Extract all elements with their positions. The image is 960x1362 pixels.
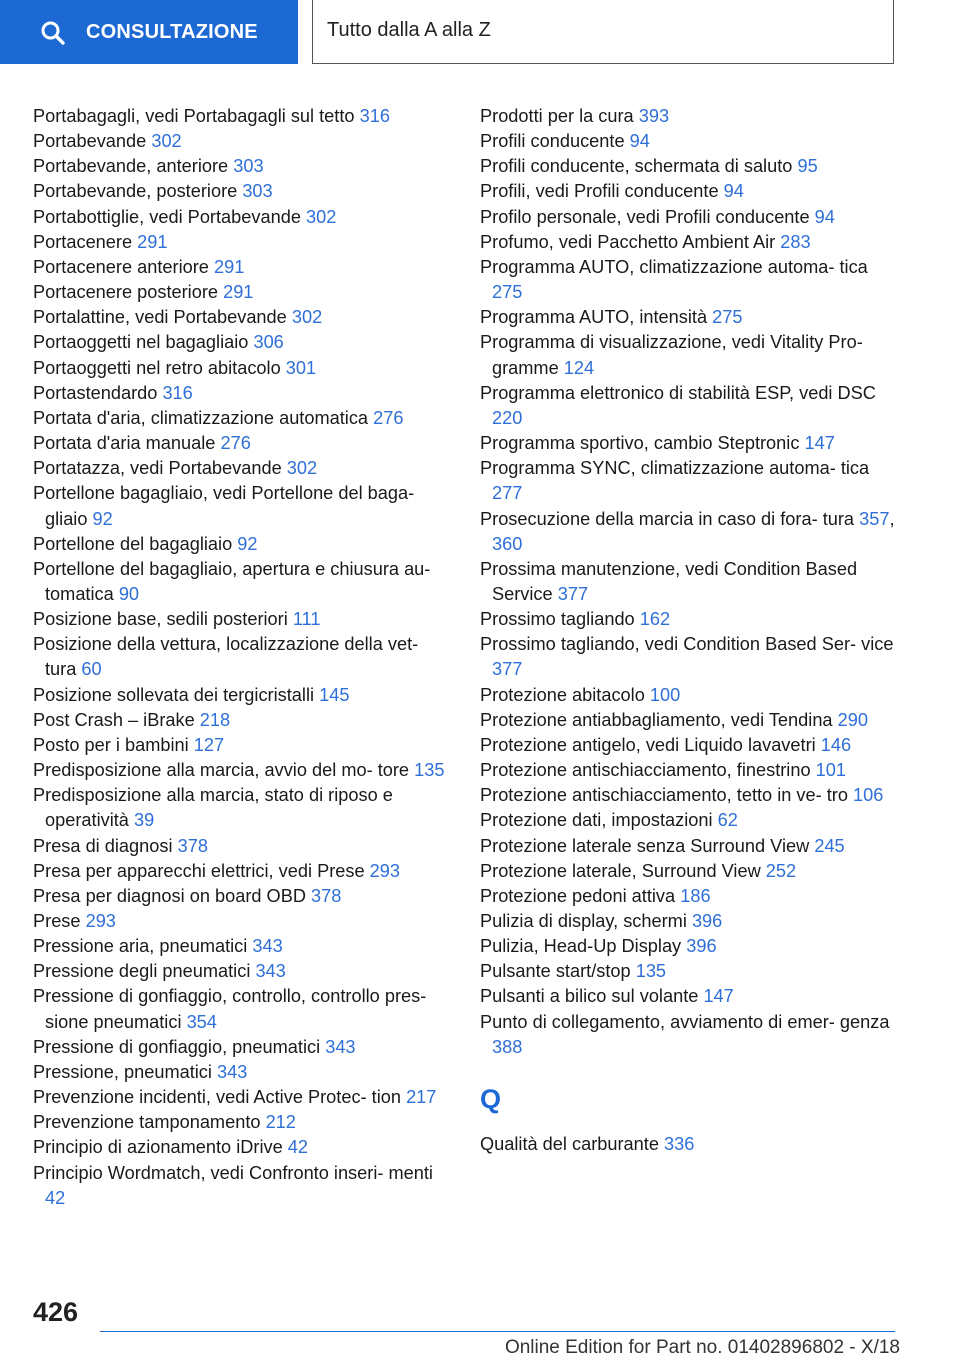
entry-term: Posizione della vettura, localizzazione della vet- tura — [33, 634, 419, 680]
index-entry — [33, 758, 453, 783]
index-entry — [33, 1085, 453, 1110]
page-link[interactable]: 293 — [369, 860, 400, 881]
entry-term: Presa di diagnosi — [33, 835, 173, 856]
entry-term: Protezione laterale, Surround View — [480, 860, 761, 881]
entry-term: Portabottiglie, vedi Portabevande — [33, 206, 301, 227]
index-entry — [33, 431, 453, 456]
index-entry — [480, 104, 900, 129]
page-link[interactable]: 302 — [291, 307, 323, 328]
entry-term: Portastendardo — [33, 382, 158, 403]
page-link[interactable]: 336 — [664, 1133, 695, 1154]
entry-term: Protezione dati, impostazioni — [480, 810, 713, 831]
page-link[interactable]: 316 — [162, 382, 193, 403]
entry-term: Prevenzione tamponamento — [33, 1112, 261, 1133]
index-entry — [33, 909, 453, 934]
index-entry — [480, 205, 900, 230]
page-link[interactable]: 357 — [859, 508, 890, 529]
tab-consultazione[interactable] — [0, 0, 298, 64]
entry-term: Portellone del bagagliaio — [33, 533, 233, 554]
index-entry — [33, 884, 453, 909]
entry-term: Protezione laterale senza Surround View — [480, 835, 810, 856]
index-list-q — [480, 1132, 900, 1157]
page-link[interactable]: 291 — [223, 282, 254, 303]
index-entry — [480, 456, 900, 506]
entry-term: Programma sportivo, cambio Steptronic — [480, 433, 800, 454]
page-link[interactable]: 147 — [703, 986, 734, 1007]
index-entry — [33, 356, 453, 381]
index-entry — [33, 255, 453, 280]
page-link[interactable]: 275 — [712, 307, 743, 328]
page-link[interactable]: 302 — [286, 458, 318, 479]
page-link[interactable]: 301 — [285, 357, 317, 378]
index-entry — [480, 808, 900, 833]
page-link[interactable]: 101 — [815, 760, 847, 781]
page-link[interactable]: 306 — [253, 332, 284, 353]
page-link[interactable]: 343 — [217, 1061, 248, 1082]
index-entry — [480, 884, 900, 909]
page-link[interactable]: 94 — [723, 181, 744, 202]
entry-term: Portabevande, posteriore — [33, 181, 238, 202]
page-link[interactable]: 316 — [359, 106, 390, 126]
page-link[interactable]: 396 — [686, 936, 717, 957]
index-entry — [33, 607, 453, 632]
page-link[interactable]: 95 — [797, 156, 818, 177]
entry-term: Portaoggetti nel bagagliaio — [33, 332, 249, 353]
entry-term: Profili conducente, schermata di saluto — [480, 156, 793, 177]
page-link[interactable]: 277 — [492, 483, 523, 504]
page-link[interactable]: 60 — [81, 659, 102, 680]
page-link[interactable]: 283 — [780, 231, 811, 252]
entry-term: Pressione di gonfiaggio, pneumatici — [33, 1036, 321, 1057]
page-link[interactable]: 92 — [237, 533, 258, 554]
index-entry — [480, 859, 900, 884]
page-link[interactable]: 90 — [118, 583, 140, 604]
index-entry — [33, 1161, 453, 1211]
page-link[interactable]: 252 — [765, 860, 797, 881]
section-letter: Q — [480, 1083, 502, 1114]
entry-term: Programma AUTO, intensità — [480, 307, 708, 328]
entry-term: Profili, vedi Profili conducente — [480, 181, 719, 202]
entry-term: Portaoggetti nel retro abitacolo — [33, 357, 281, 378]
breadcrumb — [312, 0, 894, 64]
index-column-left — [33, 104, 453, 1211]
header — [0, 0, 960, 66]
page-link[interactable]: 217 — [406, 1087, 437, 1108]
entry-term: Pressione, pneumatici — [33, 1061, 212, 1082]
index-list-p-continued — [480, 104, 900, 1060]
page-link[interactable]: 302 — [151, 131, 182, 152]
index-entry — [480, 783, 900, 808]
entry-term: Protezione antischiacciamento, finestrino — [480, 760, 811, 781]
entry-term: Protezione antischiacciamento, tetto in ve- tro — [480, 785, 848, 806]
entry-term: Principio Wordmatch, vedi Confronto inseri- menti — [33, 1162, 433, 1183]
page-link[interactable]: 135 — [635, 961, 667, 982]
index-entry — [33, 557, 453, 607]
page-link[interactable]: 94 — [629, 131, 650, 152]
entry-term: Prossima manutenzione, vedi Condition Based Service — [480, 558, 858, 604]
page-link[interactable]: 124 — [563, 357, 595, 378]
page-link[interactable]: 135 — [414, 760, 445, 781]
entry-term: Predisposizione alla marcia, avvio del mo- tore — [33, 760, 410, 781]
entry-term: Portata d'aria, climatizzazione automatica — [33, 407, 369, 428]
page-link[interactable]: 39 — [133, 810, 155, 831]
page-link[interactable]: 343 — [255, 961, 286, 982]
index-entry — [33, 934, 453, 959]
index-entry — [33, 708, 453, 733]
page-link[interactable]: 62 — [717, 810, 738, 831]
entry-term: Portabevande — [33, 131, 147, 152]
page-link[interactable]: 388 — [492, 1036, 523, 1057]
index-entry — [33, 1110, 453, 1135]
footer-edition: Online Edition for Part no. 01402896802 - X/18 — [504, 1337, 900, 1358]
index-entry — [480, 984, 900, 1009]
index-entry — [480, 708, 900, 733]
index-entry — [480, 959, 900, 984]
page-link[interactable]: 212 — [265, 1112, 296, 1133]
entry-term: Programma di visualizzazione, vedi Vitality Pro- gramme — [480, 332, 863, 378]
entry-term: Pressione di gonfiaggio, controllo, controllo pres- sione pneumatici — [33, 986, 427, 1032]
index-entry — [33, 1035, 453, 1060]
entry-term: Protezione antigelo, vedi Liquido lavavetri — [480, 734, 816, 755]
entry-term: Portellone del bagagliaio, apertura e chiusura au- tomatica — [33, 558, 431, 604]
index-entry — [33, 179, 453, 204]
entry-term: Prodotti per la cura — [480, 106, 634, 126]
entry-term: Portabagagli, vedi Portabagagli sul tetto — [33, 106, 355, 126]
breadcrumb-label: Tutto dalla A alla Z — [327, 19, 491, 41]
entry-term: Profilo personale, vedi Profili conducente — [480, 206, 810, 227]
entry-term: Presa per diagnosi on board OBD — [33, 885, 306, 906]
entry-term: Pulizia di display, schermi — [480, 911, 687, 931]
page-number: 426 — [33, 1297, 79, 1327]
footer-divider — [100, 1331, 895, 1332]
page-link[interactable]: 92 — [92, 508, 113, 529]
page-link[interactable]: 218 — [199, 709, 231, 730]
page-link[interactable]: 291 — [137, 231, 168, 252]
index-entry — [33, 481, 453, 531]
index-entry — [480, 330, 900, 380]
entry-term: Portellone bagagliaio, vedi Portellone del baga- gliaio — [33, 483, 415, 529]
entry-term: Prese — [33, 911, 81, 931]
index-entry — [480, 733, 900, 758]
entry-term: Portatazza, vedi Portabevande — [33, 458, 282, 479]
entry-term: Prossimo tagliando, vedi Condition Based Ser- vice — [480, 634, 894, 655]
entry-term: Profili conducente — [480, 131, 625, 152]
index-entry — [33, 984, 453, 1034]
index-entry — [480, 758, 900, 783]
entry-term: Portacenere posteriore — [33, 282, 219, 303]
entry-term: Pulsanti a bilico sul volante — [480, 986, 699, 1007]
page-link[interactable]: 94 — [814, 206, 835, 227]
index-entry — [33, 959, 453, 984]
page-link[interactable]: 145 — [319, 684, 350, 705]
index-entry — [33, 230, 453, 255]
page-link[interactable]: 146 — [820, 734, 852, 755]
index-entry — [480, 381, 900, 431]
index-entry — [480, 683, 900, 708]
entry-term: Programma SYNC, climatizzazione automa- tica — [480, 458, 870, 479]
page-link[interactable]: 360 — [492, 533, 523, 554]
entry-term: Programma elettronico di stabilità ESP, vedi DSC — [480, 382, 876, 403]
index-entry — [480, 230, 900, 255]
index-entry — [33, 154, 453, 179]
index-entry — [480, 557, 900, 607]
entry-term: Prossimo tagliando — [480, 609, 635, 630]
page-link[interactable]: 276 — [373, 407, 404, 428]
entry-term: Posto per i bambini — [33, 734, 189, 755]
page-link[interactable]: 245 — [814, 835, 845, 856]
page-link[interactable]: 354 — [186, 1011, 217, 1032]
index-entry — [33, 683, 453, 708]
page-link[interactable]: 290 — [837, 709, 868, 730]
page-link[interactable]: 393 — [638, 106, 670, 126]
index-column-right — [480, 104, 900, 1157]
page-link[interactable]: 106 — [853, 785, 884, 806]
page-link[interactable]: 162 — [639, 609, 671, 630]
index-entry — [33, 129, 453, 154]
index-entry — [33, 1060, 453, 1085]
entry-term: Presa per apparecchi elettrici, vedi Prese — [33, 860, 365, 881]
search-icon — [40, 20, 66, 46]
index-entry — [480, 431, 900, 456]
page-link[interactable]: 303 — [233, 156, 264, 177]
page-link[interactable]: 111 — [292, 609, 321, 630]
entry-term: Programma AUTO, climatizzazione automa- tica — [480, 256, 868, 277]
page-link[interactable]: 302 — [306, 206, 337, 227]
index-entry — [480, 154, 900, 179]
entry-term: Portabevande, anteriore — [33, 156, 229, 177]
page-link[interactable]: 100 — [649, 684, 681, 705]
entry-term: Prevenzione incidenti, vedi Active Protec- tion — [33, 1087, 401, 1108]
page-link[interactable]: 186 — [680, 885, 711, 906]
page-link[interactable]: 378 — [311, 885, 342, 906]
page-link[interactable]: 303 — [242, 181, 273, 202]
entry-term: Pressione aria, pneumatici — [33, 936, 248, 957]
entry-term: Pressione degli pneumatici — [33, 961, 251, 982]
index-entry — [33, 305, 453, 330]
page-link[interactable]: 343 — [325, 1036, 356, 1057]
index-entry — [33, 330, 453, 355]
entry-term: Profumo, vedi Pacchetto Ambient Air — [480, 231, 776, 252]
index-entry — [33, 632, 453, 682]
entry-term: Protezione pedoni attiva — [480, 885, 676, 906]
index-entry — [33, 532, 453, 557]
index-entry — [480, 934, 900, 959]
index-entry — [480, 129, 900, 154]
entry-term: Portacenere anteriore — [33, 256, 209, 277]
page-link[interactable]: 377 — [557, 583, 589, 604]
page-link[interactable]: 343 — [252, 936, 283, 957]
page-link[interactable]: 275 — [492, 282, 523, 303]
page-link[interactable]: 291 — [213, 256, 245, 277]
tab-label: CONSULTAZIONE — [86, 21, 258, 43]
page-link[interactable]: 220 — [492, 407, 523, 428]
entry-term: Post Crash – iBrake — [33, 709, 195, 730]
entry-term: Posizione base, sedili posteriori — [33, 609, 288, 630]
entry-term: Posizione sollevata dei tergicristalli — [33, 684, 315, 705]
page-link[interactable]: 147 — [804, 433, 835, 454]
page-link[interactable]: 42 — [287, 1137, 308, 1158]
page-separator: , — [889, 508, 895, 529]
index-entry — [480, 909, 900, 934]
index-entry — [33, 783, 453, 833]
index-entry — [480, 507, 900, 557]
entry-term: Predisposizione alla marcia, stato di riposo e operatività — [33, 785, 393, 831]
index-entry — [33, 205, 453, 230]
index-entry — [480, 1010, 900, 1060]
index-entry — [33, 456, 453, 481]
index-entry — [480, 607, 900, 632]
index-entry — [33, 733, 453, 758]
entry-term: Protezione antiabbagliamento, vedi Tendina — [480, 709, 833, 730]
index-entry — [480, 305, 900, 330]
page-link[interactable]: 378 — [177, 835, 208, 856]
index-entry — [33, 834, 453, 859]
index-entry — [33, 1135, 453, 1160]
entry-term: Portalattine, vedi Portabevande — [33, 307, 287, 328]
index-entry — [480, 255, 900, 305]
entry-term: Pulizia, Head-Up Display — [480, 936, 682, 957]
entry-term: Principio di azionamento iDrive — [33, 1137, 283, 1158]
entry-term: Qualità del carburante — [480, 1133, 659, 1154]
entry-term: Prosecuzione della marcia in caso di fora- tura — [480, 508, 855, 529]
index-entry — [33, 104, 453, 129]
index-entry — [480, 834, 900, 859]
entry-term: Protezione abitacolo — [480, 684, 645, 705]
page-link[interactable]: 293 — [85, 911, 116, 931]
index-entry — [480, 1132, 900, 1157]
page-link[interactable]: 396 — [691, 911, 723, 931]
index-entry — [33, 280, 453, 305]
index-entry — [33, 381, 453, 406]
index-entry — [480, 632, 900, 682]
index-entry — [33, 406, 453, 431]
page-link[interactable]: 42 — [45, 1187, 66, 1208]
index-entry — [33, 859, 453, 884]
page-link[interactable]: 127 — [193, 734, 225, 755]
entry-term: Portata d'aria manuale — [33, 433, 216, 454]
index-entry — [480, 179, 900, 204]
entry-term: Pulsante start/stop — [480, 961, 631, 982]
page-link[interactable]: 377 — [492, 659, 523, 680]
entry-term: Punto di collegamento, avviamento di emer- genza — [480, 1011, 890, 1032]
page-link[interactable]: 276 — [220, 433, 251, 454]
section-gap — [480, 1114, 900, 1132]
entry-term: Portacenere — [33, 231, 133, 252]
